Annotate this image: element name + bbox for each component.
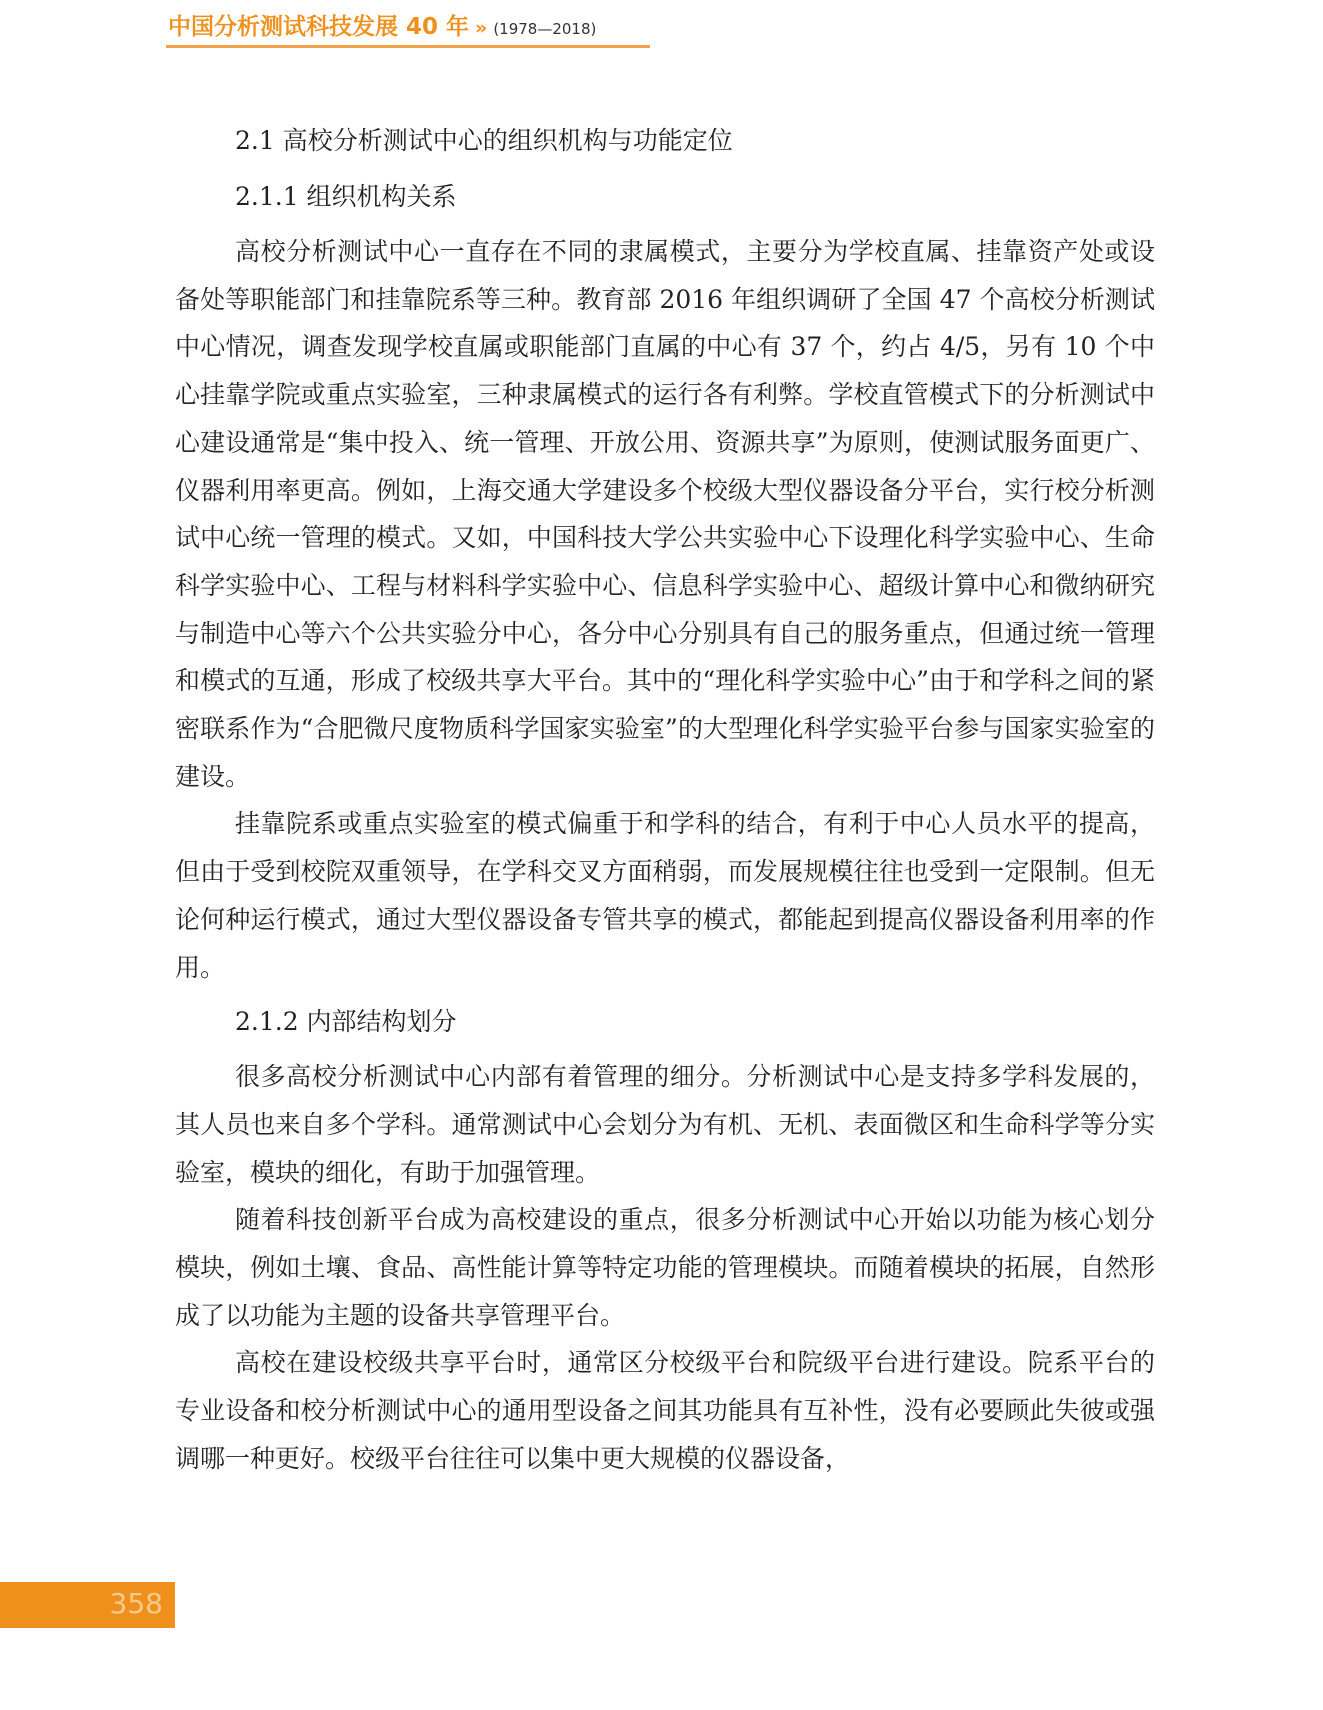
page-number-tab bbox=[0, 1582, 175, 1628]
page-number: 358 bbox=[109, 1587, 163, 1620]
paragraph-4: 随着科技创新平台成为高校建设的重点，很多分析测试中心开始以功能为核心划分模块，例如土壤、食品、高性能计算等特定功能的管理模块。而随着模块的拓展，自然形成了以功能为主题的设备共享管理平台。 bbox=[175, 1205, 1155, 1330]
subsection-heading-2: 2.1.2 内部结构划分 bbox=[235, 1007, 457, 1037]
subsection-heading-1: 2.1.1 组织机构关系 bbox=[235, 182, 457, 211]
double-chevron-icon: » bbox=[475, 17, 488, 39]
section-heading: 2.1 高校分析测试中心的组织机构与功能定位 bbox=[235, 126, 733, 155]
header-rule bbox=[166, 45, 650, 48]
book-title: 中国分析测试科技发展 40 年 bbox=[168, 14, 470, 40]
paragraph-1: 高校分析测试中心一直存在不同的隶属模式，主要分为学校直属、挂靠资产处或设备处等职能部门和挂靠院系等三种。教育部 2016 年组织调研了全国 47 个高校分析测试中心情况，调查发现学校直属或职能部门直属的中心有 37 个，约占 4/5，另有 10 个中心挂靠学院或重点实验室，三种隶属模式的运行各有利弊。学校直管模式下的分析测试中心建设通常是“集中投入、统一管理、开放公用、资源共享”为原则，使测试服务面更广、仪器利用率更高。例如，上海交通大学建设多个校级大型仪器设备分平台，实行校分析测试中心统一管理的模式。又如，中国科技大学公共实验中心下设理化科学实验中心、生命科学实验中心、工程与材料科学实验中心、信息科学实验中心、超级计算中心和微纳研究与制造中心等六个公共实验分中心，各分中心分别具有自己的服务重点，但通过统一管理和模式的互通，形成了校级共享大平台。其中的“理化科学实验中心”由于和学科之间的紧密联系作为“合肥微尺度物质科学国家实验室”的大型理化科学实验平台参与国家实验室的建设。 bbox=[175, 237, 1155, 791]
page-body bbox=[175, 116, 1155, 1483]
book-years: (1978—2018) bbox=[493, 20, 597, 38]
paragraph-5: 高校在建设校级共享平台时，通常区分校级平台和院级平台进行建设。院系平台的专业设备和校分析测试中心的通用型设备之间其功能具有互补性，没有必要顾此失彼或强调哪一种更好。校级平台往往可以集中更大规模的仪器设备， bbox=[175, 1348, 1155, 1473]
paragraph-2: 挂靠院系或重点实验室的模式偏重于和学科的结合，有利于中心人员水平的提高，但由于受到校院双重领导，在学科交叉方面稍弱，而发展规模往往也受到一定限制。但无论何种运行模式，通过大型仪器设备专管共享的模式，都能起到提高仪器设备利用率的作用。 bbox=[175, 809, 1155, 982]
paragraph-3: 很多高校分析测试中心内部有着管理的细分。分析测试中心是支持多学科发展的，其人员也来自多个学科。通常测试中心会划分为有机、无机、表面微区和生命科学等分实验室，模块的细化，有助于加强管理。 bbox=[175, 1062, 1155, 1187]
running-header bbox=[168, 8, 596, 48]
